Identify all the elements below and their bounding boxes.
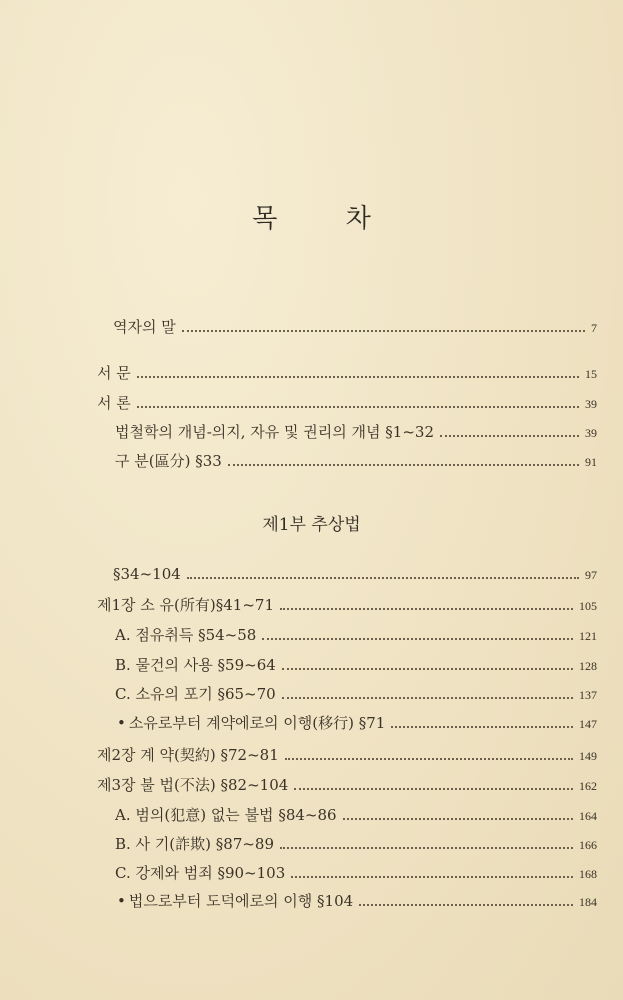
toc-entry — [117, 712, 597, 733]
toc-entry-page: 168 — [579, 867, 597, 881]
toc-entry-label: 제2장 계 약(契約) §72~81 — [97, 746, 279, 764]
toc-entry-label: B. 물건의 사용 §59~64 — [115, 656, 276, 674]
toc-entry — [97, 392, 597, 413]
toc-entry-page: 39 — [585, 397, 597, 411]
leader-dots — [291, 876, 573, 878]
toc-entry-label: 서 문 — [97, 364, 131, 382]
toc-entry — [115, 833, 597, 854]
leader-dots — [187, 577, 579, 579]
toc-entry-label: §34~104 — [113, 565, 181, 583]
toc-entry-label: • 소유로부터 계약에로의 이행(移行) §71 — [117, 712, 385, 733]
toc-entry — [117, 890, 597, 911]
toc-entry — [115, 804, 597, 825]
toc-entry-page: 97 — [585, 568, 597, 582]
toc-entry-label: 구 분(區分) §33 — [115, 452, 222, 470]
leader-dots — [228, 464, 579, 466]
leader-dots — [280, 608, 573, 610]
toc-entry — [97, 774, 597, 795]
leader-dots — [285, 758, 573, 760]
toc-entry-page: 121 — [579, 629, 597, 643]
leader-dots — [282, 697, 573, 699]
toc-entry-page: 137 — [579, 688, 597, 702]
leader-dots — [391, 726, 573, 728]
leader-dots — [280, 847, 573, 849]
toc-entry — [115, 683, 597, 704]
toc-entry — [97, 362, 597, 383]
leader-dots — [343, 818, 573, 820]
part-title: 제1부 추상법 — [262, 515, 361, 535]
leader-dots — [440, 435, 579, 437]
page-title: 목 차 — [252, 204, 401, 234]
leader-dots — [137, 376, 579, 378]
toc-entry — [97, 744, 597, 765]
toc-entry — [115, 654, 597, 675]
leader-dots — [262, 638, 573, 640]
toc-entry-label: 제1장 소 유(所有)§41~71 — [97, 596, 274, 614]
toc-entry-label: 법철학의 개념-의지, 자유 및 권리의 개념 §1~32 — [115, 423, 434, 441]
toc-entry-label: B. 사 기(詐欺) §87~89 — [115, 835, 275, 853]
leader-dots — [359, 904, 573, 906]
toc-entry-page: 149 — [579, 749, 597, 763]
toc-entry-page: 7 — [591, 321, 597, 335]
toc-entry-page: 105 — [579, 599, 597, 613]
toc-entry — [115, 624, 597, 645]
toc-entry-label: A. 점유취득 §54~58 — [115, 626, 257, 644]
toc-entry-label: • 법으로부터 도덕에로의 이행 §104 — [117, 890, 353, 911]
toc-entry-page: 166 — [579, 838, 597, 852]
toc-entry-page: 39 — [585, 426, 597, 440]
toc-entry — [97, 594, 597, 615]
toc-entry — [113, 316, 597, 337]
toc-entry-label: 역자의 말 — [113, 318, 176, 336]
toc-entry-label: C. 소유의 포기 §65~70 — [115, 685, 276, 703]
toc-entry-label: A. 범의(犯意) 없는 불법 §84~86 — [115, 806, 337, 824]
toc-entry-label: C. 강제와 범죄 §90~103 — [115, 864, 286, 882]
toc-entry — [113, 565, 597, 583]
toc-entry-page: 184 — [579, 895, 597, 909]
toc-entry-page: 147 — [579, 717, 597, 731]
toc-entry-page: 128 — [579, 659, 597, 673]
toc-entry-page: 162 — [579, 779, 597, 793]
toc-entry-page: 91 — [585, 455, 597, 469]
leader-dots — [282, 668, 573, 670]
toc-entry-label: 제3장 불 법(不法) §82~104 — [97, 776, 289, 794]
toc-entry — [115, 450, 597, 471]
toc-entry-page: 164 — [579, 809, 597, 823]
toc-entry — [115, 421, 597, 442]
toc-entry — [115, 862, 597, 883]
toc-entry-label: 서 론 — [97, 394, 131, 412]
leader-dots — [182, 330, 585, 332]
leader-dots — [294, 788, 573, 790]
leader-dots — [137, 406, 579, 408]
toc-entry-page: 15 — [585, 367, 597, 381]
